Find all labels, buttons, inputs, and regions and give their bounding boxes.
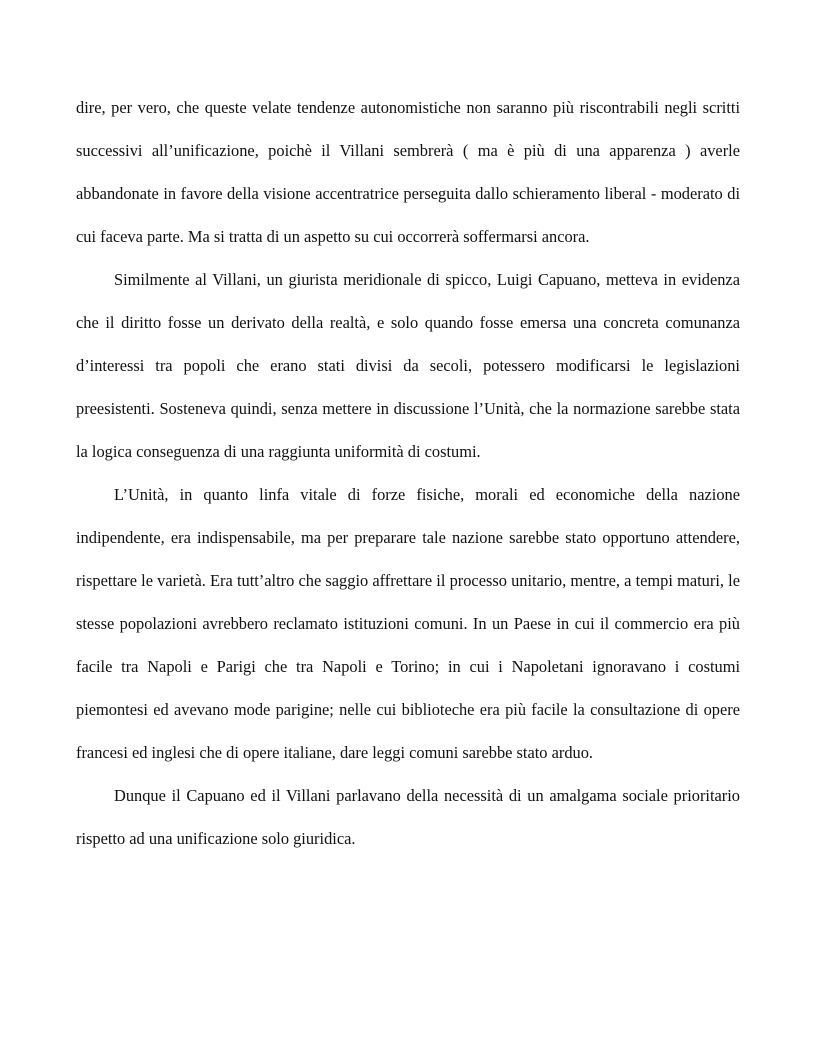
document-page [76,86,740,860]
paragraph-3: L’Unità, in quanto linfa vitale di forze fisiche, morali ed economiche della nazione indipendente, era indispensabile, ma per preparare tale nazione sarebbe stato opportuno attendere, rispettare le varietà. Era tutt’altro che saggio affrettare il processo unitario, mentre, a tempi maturi, le stesse popolazioni avrebbero reclamato istituzioni comuni. In un Paese in cui il commercio era più facile tra Napoli e Parigi che tra Napoli e Torino; in cui i Napoletani ignoravano i costumi piemontesi ed avevano mode parigine; nelle cui biblioteche era più facile la consultazione di opere francesi ed inglesi che di opere italiane, dare leggi comuni sarebbe stato arduo. [76,485,740,762]
paragraph-4: Dunque il Capuano ed il Villani parlavano della necessità di un amalgama sociale prioritario rispetto ad una unificazione solo giuridica. [76,786,740,848]
paragraph-1: dire, per vero, che queste velate tendenze autonomistiche non saranno più riscontrabili negli scritti successivi all’unificazione, poichè il Villani sembrerà ( ma è più di una apparenza ) averle abbandonate in favore della visione accentratrice perseguita dallo schieramento liberal - moderato di cui faceva parte. Ma si tratta di un aspetto su cui occorrerà soffermarsi ancora. [76,98,740,246]
paragraph-2: Similmente al Villani, un giurista meridionale di spicco, Luigi Capuano, metteva in evidenza che il diritto fosse un derivato della realtà, e solo quando fosse emersa una concreta comunanza d’interessi tra popoli che erano stati divisi da secoli, potessero modificarsi le legislazioni preesistenti. Sosteneva quindi, senza mettere in discussione l’Unità, che la normazione sarebbe stata la logica conseguenza di una raggiunta uniformità di costumi. [76,270,740,461]
